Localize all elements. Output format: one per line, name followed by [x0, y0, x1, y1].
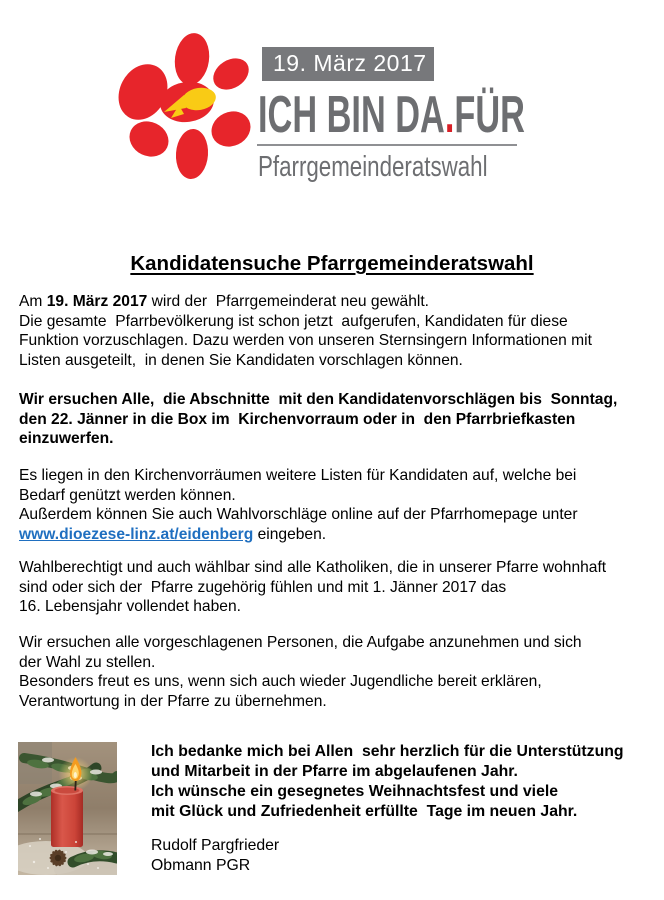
slogan-part1: ICH BIN DA: [258, 85, 445, 144]
text-segment: eingeben.: [253, 525, 327, 543]
date-badge: 19. März 2017: [262, 47, 434, 81]
submission-request-paragraph: [19, 390, 617, 449]
text-line: einzuwerfen.: [19, 430, 114, 447]
candle-photo: [18, 742, 117, 875]
text-line: 16. Lebensjahr vollendet haben.: [19, 598, 241, 615]
text-line: Verantwortung in der Pfarre zu übernehmen.: [19, 692, 327, 710]
text-line: Außerdem können Sie auch Wahlvorschläge online auf der Pfarrhomepage unter: [19, 506, 578, 523]
election-date-bold: 19. März 2017: [46, 293, 148, 310]
text-line: Ich bedanke mich bei Allen sehr herzlich für die Unterstützung: [151, 743, 624, 760]
eligibility-paragraph: [19, 558, 606, 617]
text-line: Wir ersuchen Alle, die Abschnitte mit den Kandidatenvorschlägen bis Sonntag,: [19, 391, 618, 408]
text-line: Bedarf genützt werden können.: [19, 486, 236, 504]
slogan-part2: FÜR: [454, 85, 525, 144]
intro-paragraph: [19, 292, 592, 370]
text-line: sind oder sich der Pfarre zugehörig fühlen und mit 1. Jänner 2017 das: [19, 578, 507, 596]
text-line: Ich wünsche ein gesegnetes Weihnachtsfest und viele: [151, 783, 559, 800]
signature-role: Obmann PGR: [151, 857, 251, 874]
text-segment: Am: [19, 293, 47, 310]
text-line: und Mitarbeit in der Pfarre im abgelaufenen Jahr.: [151, 763, 518, 780]
logo-divider: [257, 144, 517, 146]
text-line: [19, 525, 578, 545]
text-line: Funktion vorzuschlagen. Dazu werden von unseren Sternsingern Informationen mit: [19, 332, 592, 349]
signature-name: Rudolf Pargfrieder: [151, 837, 280, 854]
text-line: Die gesamte Pfarrbevölkerung ist schon jetzt aufgerufen, Kandidaten für diese: [19, 312, 568, 330]
text-line: den 22. Jänner in die Box im Kirchenvorraum oder in den Pfarrbriefkasten: [19, 410, 576, 428]
svg-text:ICH BIN DA.FÜR: [258, 86, 525, 144]
candidates-appeal-paragraph: [19, 633, 582, 711]
signature-block: [151, 836, 279, 876]
text-line: [19, 292, 592, 312]
slogan-ich-bin-da-fuer: [256, 85, 525, 144]
candle-icon: [51, 781, 83, 847]
pfarrhomepage-link[interactable]: www.dioezese-linz.at/eidenberg: [19, 525, 254, 543]
lists-and-online-paragraph: [19, 466, 578, 544]
logo-subtitle: [257, 149, 519, 187]
slogan-red-dot: .: [444, 85, 455, 144]
text-line: Listen ausgeteilt, in denen Sie Kandidaten vorschlagen können.: [19, 351, 463, 369]
text-line: Wahlberechtigt und auch wählbar sind alle Katholiken, die in unserer Pfarre wohnhaft: [19, 559, 607, 576]
text-line: Es liegen in den Kirchenvorräumen weitere Listen für Kandidaten auf, welche bei: [19, 467, 577, 484]
text-line: Wir ersuchen alle vorgeschlagenen Personen, die Aufgabe anzunehmen und sich: [19, 634, 582, 651]
text-line: Besonders freut es uns, wenn sich auch wieder Jugendliche bereit erklären,: [19, 673, 542, 690]
text-segment: wird der Pfarrgemeinderat neu gewählt.: [147, 293, 429, 310]
closing-message: [151, 742, 624, 822]
flower-logo-icon: [116, 28, 266, 190]
text-line: mit Glück und Zufriedenheit erfüllte Tage im neuen Jahr.: [151, 803, 578, 820]
text-line: der Wahl zu stellen.: [19, 653, 156, 671]
logo-subtitle-text: Pfarrgemeinderatswahl: [258, 151, 488, 183]
page-title: Kandidatensuche Pfarrgemeinderatswahl: [130, 252, 534, 275]
